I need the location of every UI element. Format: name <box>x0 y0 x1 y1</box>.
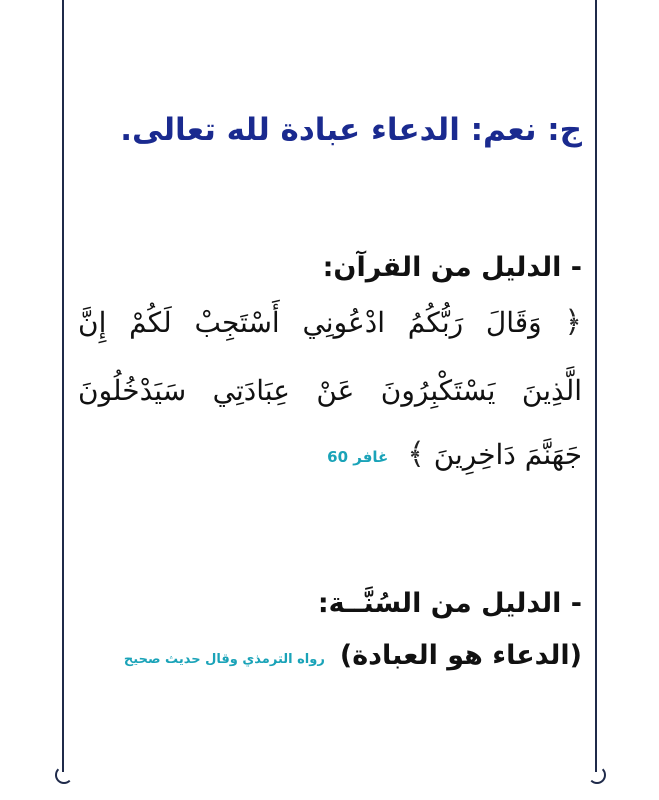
sunnah-evidence-heading: - الدليل من السُنَّــة: <box>317 588 582 619</box>
verse-open-bracket: ﴿ <box>564 305 582 340</box>
verse-close-bracket: ﴾ <box>407 437 425 472</box>
hadith-line <box>78 640 582 671</box>
verse-line-3-text: جَهَنَّمَ دَاخِرِينَ <box>433 438 582 471</box>
verse-line-2: الَّذِينَ يَسْتَكْبِرُونَ عَنْ عِبَادَتِي سَيَدْخُلُونَ <box>78 374 582 407</box>
verse-reference: غافر 60 <box>327 447 389 466</box>
verse-line-3 <box>78 432 582 480</box>
frame-right-curl-ornament <box>588 766 606 784</box>
hadith-reference: رواه الترمذي وقال حديث صحيح <box>123 652 325 667</box>
frame-right-border <box>595 0 597 772</box>
frame-left-border <box>62 0 64 772</box>
verse-line-1 <box>78 300 582 346</box>
document-page <box>78 0 582 800</box>
quran-evidence-heading: - الدليل من القرآن: <box>322 252 582 283</box>
frame-left-curl-ornament <box>55 766 73 784</box>
verse-line-1-text: وَقَالَ رَبُّكُمُ ادْعُونِي أَسْتَجِبْ لَكُمْ إِنَّ <box>78 306 542 339</box>
answer-text: ج: نعم: الدعاء عبادة لله تعالى. <box>120 112 582 148</box>
hadith-text: (الدعاء هو العبادة) <box>339 640 582 671</box>
